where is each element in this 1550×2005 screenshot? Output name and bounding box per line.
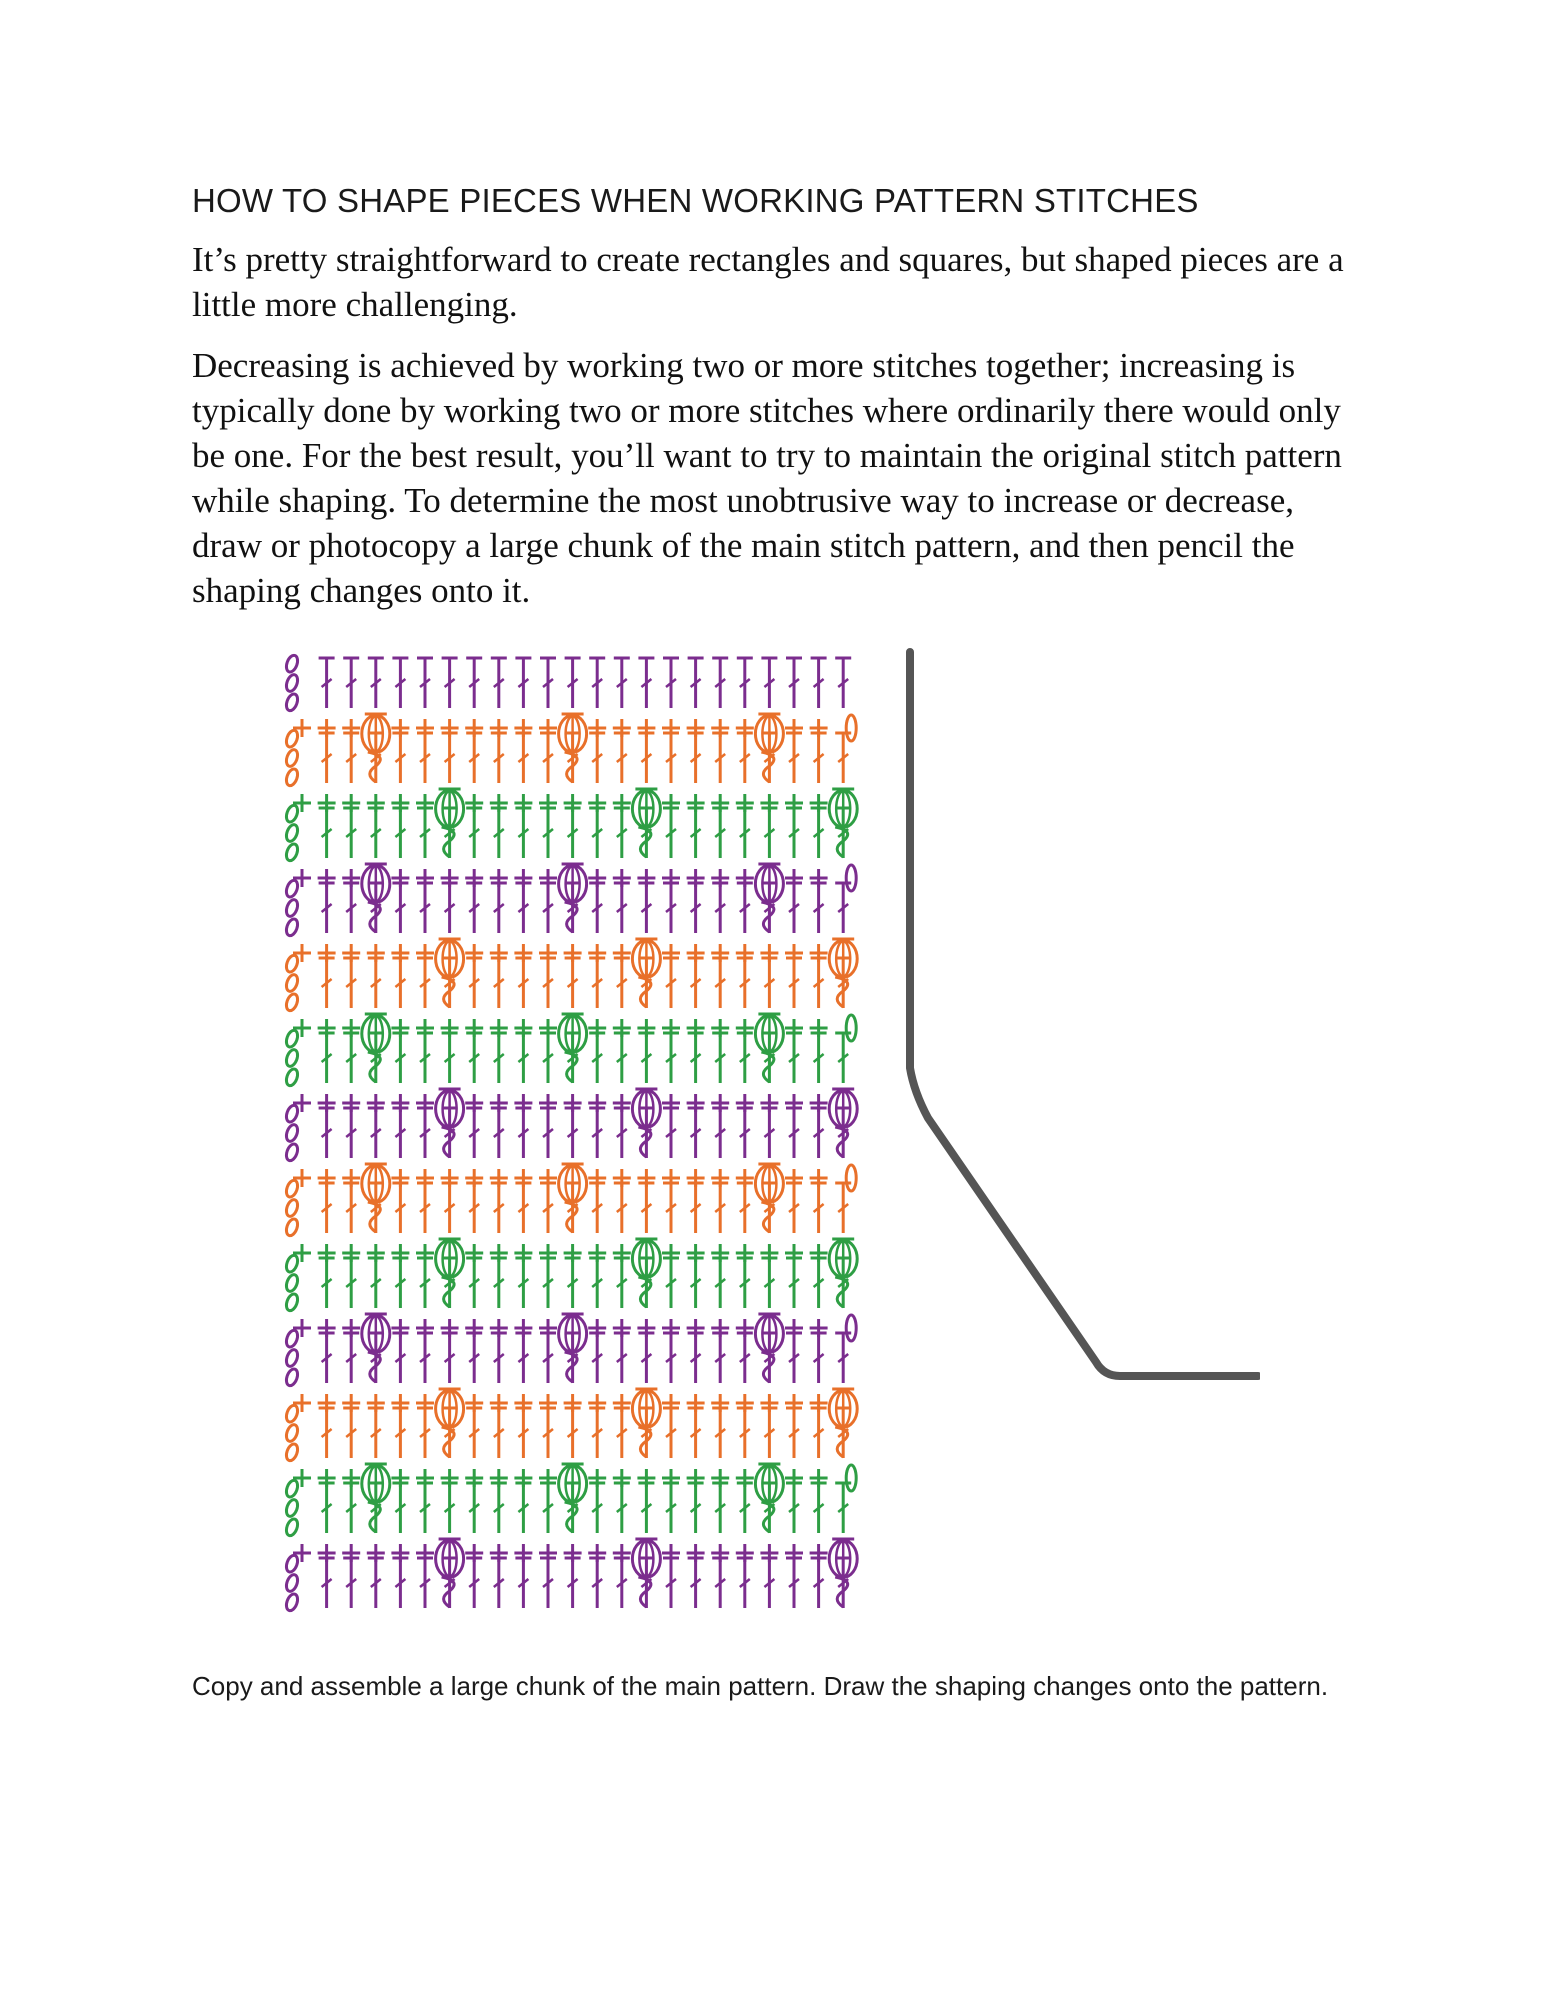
double-crochet-icon [417,1558,433,1608]
double-crochet-icon [589,1408,605,1458]
double-crochet-icon [515,1108,531,1158]
double-crochet-icon [737,1033,753,1083]
double-crochet-icon [319,1183,335,1233]
double-crochet-icon [515,958,531,1008]
double-crochet-icon [589,1108,605,1158]
double-crochet-icon [343,1483,359,1533]
double-crochet-icon [491,1258,507,1308]
double-crochet-icon [565,1258,581,1308]
double-crochet-icon [392,883,408,933]
double-crochet-icon [368,1108,384,1158]
double-crochet-icon [712,1108,728,1158]
double-crochet-icon [614,733,630,783]
double-crochet-icon [392,1108,408,1158]
double-crochet-icon [614,1183,630,1233]
double-crochet-icon [515,1483,531,1533]
double-crochet-icon [737,1483,753,1533]
double-crochet-icon [589,733,605,783]
double-crochet-icon [811,1483,827,1533]
double-crochet-icon [540,733,556,783]
double-crochet-icon [417,1408,433,1458]
double-crochet-icon [319,1408,335,1458]
chain-icon [284,729,299,787]
double-crochet-icon [589,1258,605,1308]
double-crochet-icon [392,808,408,858]
single-crochet-icon [293,1169,311,1187]
double-crochet-icon [368,1258,384,1308]
double-crochet-icon [319,1033,335,1083]
double-crochet-icon [540,1183,556,1233]
chain-icon [284,1479,299,1537]
double-crochet-icon [614,1108,630,1158]
double-crochet-icon [811,1408,827,1458]
double-crochet-icon [491,1033,507,1083]
double-crochet-icon [712,733,728,783]
double-crochet-icon [343,1258,359,1308]
double-crochet-icon [786,808,802,858]
double-crochet-icon [663,1108,679,1158]
double-crochet-icon [466,658,482,708]
single-crochet-icon [293,1244,311,1262]
double-crochet-icon [614,1033,630,1083]
double-crochet-icon [392,1183,408,1233]
double-crochet-icon [737,1258,753,1308]
double-crochet-icon [392,733,408,783]
double-crochet-icon [614,1258,630,1308]
double-crochet-icon [737,883,753,933]
double-crochet-icon [761,958,777,1008]
double-crochet-icon [319,958,335,1008]
double-crochet-icon [540,1333,556,1383]
double-crochet-icon [491,1108,507,1158]
double-crochet-icon [417,658,433,708]
double-crochet-icon [589,1033,605,1083]
double-crochet-icon [663,1408,679,1458]
chain-icon [284,654,299,712]
double-crochet-icon [392,958,408,1008]
double-crochet-icon [540,658,556,708]
double-crochet-icon [319,1558,335,1608]
double-crochet-icon [811,1183,827,1233]
double-crochet-icon [392,1558,408,1608]
double-crochet-icon [638,1033,654,1083]
double-crochet-icon [466,733,482,783]
double-crochet-icon [614,1333,630,1383]
double-crochet-icon [515,1033,531,1083]
double-crochet-icon [343,658,359,708]
stitch-grid [284,654,857,1612]
double-crochet-icon [712,1558,728,1608]
double-crochet-icon [614,1558,630,1608]
double-crochet-icon [515,1558,531,1608]
double-crochet-icon [688,1558,704,1608]
chain-icon [284,954,299,1012]
double-crochet-icon [786,1108,802,1158]
double-crochet-icon [491,658,507,708]
double-crochet-icon [761,808,777,858]
double-crochet-icon [417,958,433,1008]
chain-icon [846,715,856,741]
double-crochet-icon [442,1483,458,1533]
single-crochet-icon [293,869,311,887]
double-crochet-icon [663,1333,679,1383]
double-crochet-icon [540,958,556,1008]
chain-icon [284,1554,299,1612]
double-crochet-icon [319,1333,335,1383]
double-crochet-icon [614,658,630,708]
double-crochet-icon [663,1033,679,1083]
double-crochet-icon [663,808,679,858]
double-crochet-icon [811,733,827,783]
double-crochet-icon [663,883,679,933]
double-crochet-icon [737,1333,753,1383]
double-crochet-icon [663,1558,679,1608]
double-crochet-icon [319,1483,335,1533]
double-crochet-icon [417,1108,433,1158]
double-crochet-icon [466,1033,482,1083]
double-crochet-icon [688,1408,704,1458]
double-crochet-icon [737,1183,753,1233]
double-crochet-icon [737,808,753,858]
chain-icon [284,804,299,862]
double-crochet-icon [638,658,654,708]
double-crochet-icon [811,658,827,708]
double-crochet-icon [515,658,531,708]
double-crochet-icon [688,658,704,708]
double-crochet-icon [319,883,335,933]
double-crochet-icon [811,808,827,858]
double-crochet-icon [343,883,359,933]
double-crochet-icon [417,1033,433,1083]
double-crochet-icon [589,658,605,708]
double-crochet-icon [761,1258,777,1308]
double-crochet-icon [343,1183,359,1233]
chain-icon [846,1015,856,1041]
double-crochet-icon [515,1333,531,1383]
double-crochet-icon [417,733,433,783]
intro-paragraph: It’s pretty straightforward to create rectangles and squares, but shaped pieces are a little more challenging. [192,240,1344,324]
double-crochet-icon [319,1108,335,1158]
double-crochet-icon [614,1408,630,1458]
chain-icon [284,1029,299,1087]
double-crochet-icon [737,1408,753,1458]
double-crochet-icon [491,883,507,933]
double-crochet-icon [712,958,728,1008]
double-crochet-icon [466,1258,482,1308]
double-crochet-icon [737,1108,753,1158]
single-crochet-icon [293,944,311,962]
double-crochet-icon [540,1558,556,1608]
single-crochet-icon [293,1394,311,1412]
double-crochet-icon [515,883,531,933]
double-crochet-icon [786,1558,802,1608]
double-crochet-icon [811,1333,827,1383]
chain-icon [284,1329,299,1387]
double-crochet-icon [638,883,654,933]
double-crochet-icon [540,1258,556,1308]
double-crochet-icon [737,958,753,1008]
double-crochet-icon [565,1558,581,1608]
double-crochet-icon [786,883,802,933]
double-crochet-icon [515,733,531,783]
double-crochet-icon [515,1408,531,1458]
double-crochet-icon [466,958,482,1008]
double-crochet-icon [466,1483,482,1533]
double-crochet-icon [368,1558,384,1608]
double-crochet-icon [811,1108,827,1158]
double-crochet-icon [466,883,482,933]
double-crochet-icon [392,1333,408,1383]
double-crochet-icon [540,808,556,858]
double-crochet-icon [761,1108,777,1158]
double-crochet-icon [589,1333,605,1383]
double-crochet-icon [688,1033,704,1083]
double-crochet-icon [417,883,433,933]
double-crochet-icon [663,1183,679,1233]
single-crochet-icon [293,1469,311,1487]
double-crochet-icon [811,1033,827,1083]
double-crochet-icon [466,808,482,858]
double-crochet-icon [712,658,728,708]
chain-icon [284,1254,299,1312]
double-crochet-icon [589,1558,605,1608]
double-crochet-icon [565,808,581,858]
figure-caption: Copy and assemble a large chunk of the main pattern. Draw the shaping changes onto the pattern. [192,1671,1329,1701]
double-crochet-icon [712,1258,728,1308]
double-crochet-icon [712,1483,728,1533]
double-crochet-icon [392,1258,408,1308]
double-crochet-icon [786,1258,802,1308]
double-crochet-icon [786,958,802,1008]
double-crochet-icon [614,958,630,1008]
double-crochet-icon [712,808,728,858]
double-crochet-icon [712,1033,728,1083]
double-crochet-icon [737,1558,753,1608]
page-heading: HOW TO SHAPE PIECES WHEN WORKING PATTERN STITCHES [192,182,1199,219]
chain-icon [284,1404,299,1462]
chain-icon [846,1465,856,1491]
shaping-line [910,652,1258,1376]
double-crochet-icon [515,1183,531,1233]
double-crochet-icon [761,1558,777,1608]
double-crochet-icon [343,1108,359,1158]
double-crochet-icon [392,1483,408,1533]
double-crochet-icon [442,883,458,933]
double-crochet-icon [392,1033,408,1083]
double-crochet-icon [786,1408,802,1458]
double-crochet-icon [688,1183,704,1233]
double-crochet-icon [811,958,827,1008]
double-crochet-icon [540,1033,556,1083]
double-crochet-icon [565,658,581,708]
double-crochet-icon [688,808,704,858]
double-crochet-icon [343,733,359,783]
double-crochet-icon [343,958,359,1008]
chain-icon [284,1104,299,1162]
double-crochet-icon [565,1108,581,1158]
double-crochet-icon [712,1183,728,1233]
double-crochet-icon [811,883,827,933]
double-crochet-icon [688,1333,704,1383]
double-crochet-icon [540,1108,556,1158]
double-crochet-icon [368,1408,384,1458]
double-crochet-icon [540,1408,556,1458]
double-crochet-icon [392,658,408,708]
double-crochet-icon [319,1258,335,1308]
double-crochet-icon [368,808,384,858]
double-crochet-icon [368,658,384,708]
double-crochet-icon [712,1333,728,1383]
double-crochet-icon [491,1483,507,1533]
double-crochet-icon [688,1483,704,1533]
body-paragraph: Decreasing is achieved by working two or more stitches together; increasing is typically done by working two or more stitches where ordinarily there would only be one. For the best result, you’ll want to try to maintain the original stitch pattern while shaping. To determine the most unobtrusive way to increase or decrease, draw or photocopy a large chunk of the main stitch pattern, and then pencil the shaping changes onto it. [192,346,1342,610]
double-crochet-icon [589,958,605,1008]
double-crochet-icon [614,883,630,933]
double-crochet-icon [540,1483,556,1533]
double-crochet-icon [417,808,433,858]
double-crochet-icon [343,1408,359,1458]
double-crochet-icon [737,733,753,783]
double-crochet-icon [638,733,654,783]
double-crochet-icon [614,808,630,858]
single-crochet-icon [293,1094,311,1112]
double-crochet-icon [638,1333,654,1383]
double-crochet-icon [761,658,777,708]
double-crochet-icon [491,733,507,783]
double-crochet-icon [688,883,704,933]
double-crochet-icon [688,733,704,783]
double-crochet-icon [663,658,679,708]
double-crochet-icon [786,733,802,783]
double-crochet-icon [466,1183,482,1233]
chain-icon [846,865,856,891]
double-crochet-icon [491,1408,507,1458]
double-crochet-icon [466,1333,482,1383]
double-crochet-icon [417,1183,433,1233]
double-crochet-icon [811,1558,827,1608]
double-crochet-icon [466,1108,482,1158]
chain-icon [284,1179,299,1237]
double-crochet-icon [688,1108,704,1158]
double-crochet-icon [442,1333,458,1383]
double-crochet-icon [319,733,335,783]
double-crochet-icon [663,733,679,783]
single-crochet-icon [293,1019,311,1037]
single-crochet-icon [293,1544,311,1562]
double-crochet-icon [638,1483,654,1533]
double-crochet-icon [491,1558,507,1608]
double-crochet-icon [442,733,458,783]
double-crochet-icon [442,1183,458,1233]
double-crochet-icon [319,808,335,858]
double-crochet-icon [663,1258,679,1308]
double-crochet-icon [688,958,704,1008]
double-crochet-icon [491,1333,507,1383]
double-crochet-icon [491,1183,507,1233]
double-crochet-icon [786,658,802,708]
chain-icon [846,1315,856,1341]
double-crochet-icon [417,1333,433,1383]
double-crochet-icon [589,1183,605,1233]
double-crochet-icon [811,1258,827,1308]
double-crochet-icon [491,958,507,1008]
double-crochet-icon [786,1483,802,1533]
double-crochet-icon [614,1483,630,1533]
single-crochet-icon [293,1319,311,1337]
chain-icon [846,1165,856,1191]
double-crochet-icon [343,808,359,858]
double-crochet-icon [786,1183,802,1233]
double-crochet-icon [663,958,679,1008]
chain-icon [284,879,299,937]
double-crochet-icon [343,1333,359,1383]
double-crochet-icon [589,1483,605,1533]
double-crochet-icon [712,1408,728,1458]
double-crochet-icon [392,1408,408,1458]
double-crochet-icon [319,658,335,708]
double-crochet-icon [565,1408,581,1458]
double-crochet-icon [663,1483,679,1533]
crochet-stitch-diagram [268,648,1260,1656]
double-crochet-icon [466,1558,482,1608]
double-crochet-icon [835,658,851,708]
double-crochet-icon [515,808,531,858]
double-crochet-icon [343,1033,359,1083]
double-crochet-icon [565,958,581,1008]
double-crochet-icon [638,1183,654,1233]
double-crochet-icon [786,1333,802,1383]
double-crochet-icon [417,1258,433,1308]
single-crochet-icon [293,794,311,812]
double-crochet-icon [466,1408,482,1458]
double-crochet-icon [442,658,458,708]
double-crochet-icon [737,658,753,708]
double-crochet-icon [343,1558,359,1608]
double-crochet-icon [688,1258,704,1308]
single-crochet-icon [293,719,311,737]
double-crochet-icon [540,883,556,933]
double-crochet-icon [491,808,507,858]
double-crochet-icon [761,1408,777,1458]
double-crochet-icon [442,1033,458,1083]
double-crochet-icon [417,1483,433,1533]
double-crochet-icon [589,883,605,933]
double-crochet-icon [368,958,384,1008]
double-crochet-icon [712,883,728,933]
double-crochet-icon [589,808,605,858]
double-crochet-icon [786,1033,802,1083]
double-crochet-icon [515,1258,531,1308]
